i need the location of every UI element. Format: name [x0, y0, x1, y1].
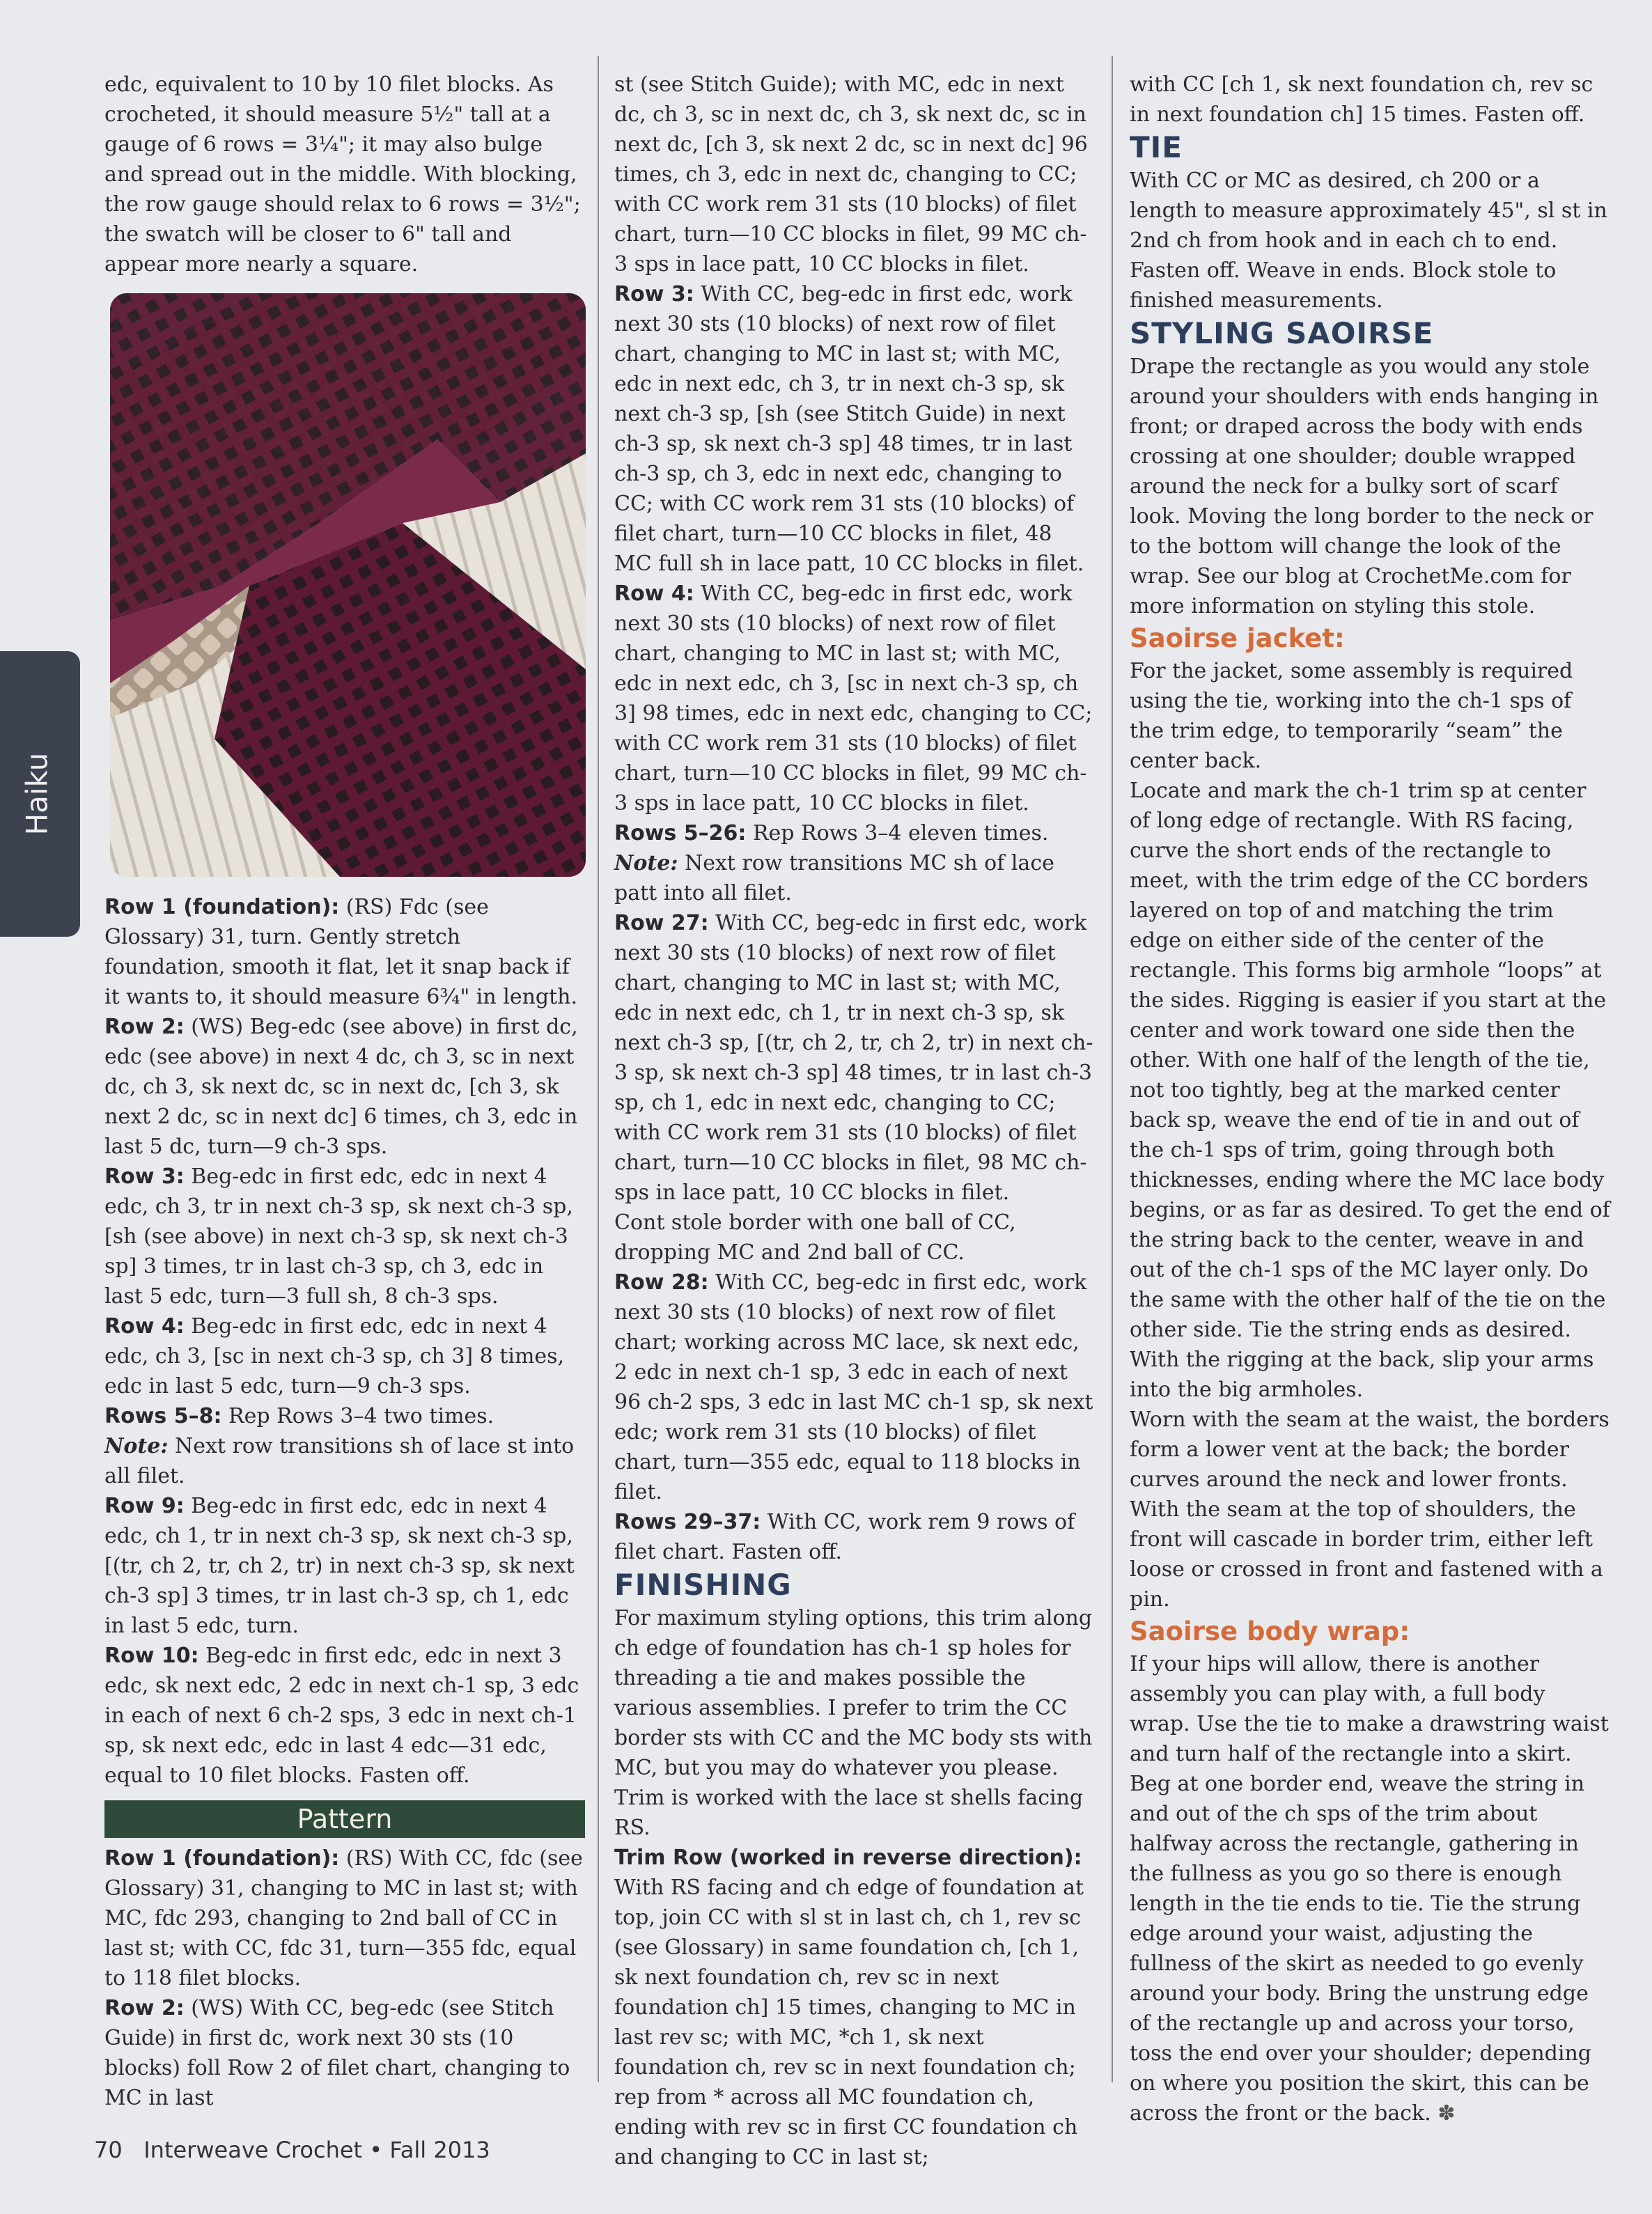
row-item: Row 3: Beg-edc in first edc, edc in next 4 edc, ch 3, tr in next ch-3 sp, sk next ch-3 sp, [sh (see above) in next ch-3 sp, sk next ch-3 sp] 3 times, tr in last ch-3 sp, ch 3, edc in last 5 edc, turn—3 full sh, 8 ch-3 sps.	[104, 1164, 573, 1309]
trim-row: Trim Row (worked in reverse direction): With RS facing and ch edge of foundation at top, join CC with sl st in last ch, ch 1, rev sc (see Glossary) in same foundation ch, [ch 1, sk next foundation ch, rev sc in next foundation ch] 15 times, changing to MC in last rev sc; with MC, *ch 1, sk next foundation ch, rev sc in next foundation ch; rep from * across all MC foundation ch, ending with rev sc in first CC foundation ch and changing to CC in last st;	[614, 1846, 1084, 2169]
row-item: Row 2: (WS) Beg-edc (see above) in first dc, edc (see above) in next 4 dc, ch 3, sc in next dc, ch 3, sk next dc, sc in next dc, [ch 3, sk next 2 dc, sc in next dc] 6 times, ch 3, edc in last 5 dc, turn—9 ch-3 sps.	[104, 1015, 578, 1159]
row-item: Rows 29–37: With CC, work rem 9 rows of filet chart. Fasten off.	[614, 1510, 1075, 1564]
jacket-text: Worn with the seam at the waist, the borders form a lower vent at the back; the border curves around the neck and lower fronts. With the seam at the top of shoulders, the front will cascade in border trim, either left loose or crossed in front and fastened with a pin.	[1130, 1408, 1610, 1612]
row-item: Row 4: With CC, beg-edc in first edc, work next 30 sts (10 blocks) of next row of filet chart, changing to MC in last st; with MC, edc in next edc, ch 3, [sc in next ch-3 sp, ch 3] 98 times, edc in next edc, changing to CC; with CC work rem 31 sts (10 blocks) of filet chart, turn—10 CC blocks in filet, 99 MC ch-3 sps in lace patt, 10 CC blocks in filet.	[614, 582, 1093, 816]
note: Note: Next row transitions sh of lace st into all filet.	[104, 1434, 575, 1488]
row-item: Row 1 (foundation): (RS) Fdc (see Glossary) 31, turn. Gently stretch foundation, smooth it flat, let it snap back if it wants to, it should measure 6¾" in length.	[104, 895, 578, 1009]
row-item: Rows 5–26: Rep Rows 3–4 eleven times.	[614, 821, 1049, 845]
row-item: Rows 5–8: Rep Rows 3–4 two times.	[104, 1404, 494, 1428]
jacket-text: For the jacket, some assembly is required using the tie, working into the ch-1 sps of the trim edge, to temporarily “seam” the center back.	[1130, 659, 1573, 773]
finishing-heading: FINISHING	[614, 1568, 792, 1602]
column-2	[614, 70, 1095, 2172]
continued-text: st (see Stitch Guide); with MC, edc in next dc, ch 3, sc in next dc, ch 3, sk next dc, sc in next dc, [ch 3, sk next 2 dc, sc in next dc] 96 times, ch 3, edc in next dc, changing to CC; with CC work rem 31 sts (10 blocks) of filet chart, turn—10 CC blocks in filet, 99 MC ch-3 sps in lace patt, 10 CC blocks in filet.	[614, 72, 1088, 276]
pattern-heading: Pattern	[104, 1800, 585, 1838]
end-mark-icon: ✽	[1437, 2101, 1456, 2126]
row-item: Row 10: Beg-edc in first edc, edc in next 3 edc, sk next edc, 2 edc in next ch-1 sp, 3 edc in each of next 6 ch-2 sps, 3 edc in next ch-1 sp, sk next edc, edc in last 4 edc—31 edc, equal to 10 filet blocks. Fasten off.	[104, 1644, 579, 1788]
row-item: Row 1 (foundation): (RS) With CC, fdc (see Glossary) 31, changing to MC in last st; with MC, fdc 293, changing to 2nd ball of CC in last st; with CC, fdc 31, turn—355 fdc, equal to 118 filet blocks.	[104, 1846, 583, 1990]
crochet-photo	[110, 293, 586, 877]
jacket-heading: Saoirse jacket:	[1130, 623, 1345, 653]
note: Note: Next row transitions MC sh of lace patt into all filet.	[614, 851, 1054, 905]
jacket-text: Locate and mark the ch-1 trim sp at center of long edge of rectangle. With RS facing, curve the short ends of the rectangle to meet, with the trim edge of the CC borders layered on top of and matching the trim edge on either side of the center of the rectangle. This forms big armhole “loops” at the sides. Rigging is easier if you start at the center and work toward one side then the other. With one half of the length of the tie, not too tightly, beg at the marked center back sp, weave the end of tie in and out of the ch-1 sps of trim, going through both thicknesses, ending where the MC lace body begins, or as far as desired. To get the end of the string back to the center, weave in and out of the ch-1 sps of the MC layer only. Do the same with the other half of the tie on the other side. Tie the string ends as desired. With the rigging at the back, slip your arms into the big armholes.	[1130, 779, 1610, 1402]
body-wrap-heading: Saoirse body wrap:	[1130, 1616, 1410, 1646]
continued-text: Cont stole border with one ball of CC, dropping MC and 2nd ball of CC.	[614, 1210, 1016, 1265]
column-divider	[1112, 56, 1113, 2082]
row-item: Row 3: With CC, beg-edc in first edc, work next 30 sts (10 blocks) of next row of filet chart, changing to MC in last st; with MC, edc in next edc, ch 3, tr in next ch-3 sp, sk next ch-3 sp, [sh (see Stitch Guide) in next ch-3 sp, sk next ch-3 sp] 48 times, tr in last ch-3 sp, ch 3, edc in next edc, changing to CC; with CC work rem 31 sts (10 blocks) of filet chart, turn—10 CC blocks in filet, 48 MC full sh in lace patt, 10 CC blocks in filet.	[614, 282, 1084, 576]
issue-date: Fall 2013	[389, 2137, 490, 2163]
column-3	[1130, 70, 1610, 2128]
publication-name: Interweave Crochet	[143, 2137, 363, 2163]
finishing-text: For maximum styling options, this trim along ch edge of foundation has ch-1 sp holes for threading a tie and makes possible the various assemblies. I prefer to trim the CC border sts with CC and the MC body sts with MC, but you may do whatever you please. Trim is worked with the lace st shells facing RS.	[614, 1606, 1093, 1840]
row-item: Row 27: With CC, beg-edc in first edc, work next 30 sts (10 blocks) of next row of filet chart, changing to MC in last st; with MC, edc in next edc, ch 1, tr in next ch-3 sp, sk next ch-3 sp, [(tr, ch 2, tr, ch 2, tr) in next ch-3 sp, sk next ch-3 sp] 48 times, tr in last ch-3 sp, ch 1, edc in next edc, changing to CC; with CC work rem 31 sts (10 blocks) of filet chart, turn—10 CC blocks in filet, 98 MC ch-sps in lace patt, 10 CC blocks in filet.	[614, 911, 1093, 1205]
continued-text: with CC [ch 1, sk next foundation ch, rev sc in next foundation ch] 15 times. Fasten off.	[1130, 72, 1593, 127]
footer-separator: •	[369, 2137, 383, 2163]
tie-heading: TIE	[1130, 130, 1183, 164]
column-divider	[598, 56, 599, 2082]
row-item: Row 28: With CC, beg-edc in first edc, work next 30 sts (10 blocks) of next row of filet chart; working across MC lace, sk next edc, 2 edc in next ch-1 sp, 3 edc in each of next 96 ch-2 sps, 3 edc in last MC ch-1 sp, sk next edc; work rem 31 sts (10 blocks) of filet chart, turn—355 edc, equal to 118 blocks in filet.	[614, 1270, 1093, 1504]
page-number: 70	[94, 2137, 123, 2163]
section-tab-label: Haiku	[20, 752, 54, 836]
tie-text: With CC or MC as desired, ch 200 or a length to measure approximately 45", sl st in 2nd ch from hook and in each ch to end. Fasten off. Weave in ends. Block stole to finished measurements.	[1130, 169, 1607, 313]
row-item: Row 9: Beg-edc in first edc, edc in next 4 edc, ch 1, tr in next ch-3 sp, sk next ch-3 sp, [(tr, ch 2, tr, ch 2, tr) in next ch-3 sp, sk next ch-3 sp] 3 times, tr in last ch-3 sp, ch 1, edc in last 5 edc, turn.	[104, 1494, 575, 1638]
column-1	[104, 70, 585, 2113]
row-item: Row 4: Beg-edc in first edc, edc in next 4 edc, ch 3, [sc in next ch-3 sp, ch 3] 8 times, edc in last 5 edc, turn—9 ch-3 sps.	[104, 1314, 565, 1398]
body-wrap-text: If your hips will allow, there is another assembly you can play with, a full body wrap. Use the tie to make a drawstring waist and turn half of the rectangle into a skirt. Beg at one border end, weave the string in and out of the ch sps of the trim about halfway across the rectangle, gathering in the fullness as you go so there is enough length in the tie ends to tie. Tie the strung edge around your waist, adjusting the fullness of the skirt as needed to go evenly around your body. Bring the unstrung edge of the rectangle up and across your torso, toss the end over your shoulder; depending on where you position the skirt, this can be across the front or the back. ✽	[1130, 1652, 1609, 2126]
page-footer	[94, 2137, 490, 2163]
styling-text: Drape the rectangle as you would any stole around your shoulders with ends hanging in front; or draped across the body with ends crossing at one shoulder; double wrapped around the neck for a bulky sort of scarf look. Moving the long border to the neck or to the bottom will change the look of the wrap. See our blog at CrochetMe.com for more information on styling this stole.	[1130, 354, 1599, 618]
row-item: Row 2: (WS) With CC, beg-edc (see Stitch Guide) in first dc, work next 30 sts (10 blocks) foll Row 2 of filet chart, changing to MC in last	[104, 1996, 570, 2110]
gauge-intro: edc, equivalent to 10 by 10 filet blocks. As crocheted, it should measure 5½" tall at a gauge of 6 rows = 3¼"; it may also bulge and spread out in the middle. With blocking, the row gauge should relax to 6 rows = 3½"; the swatch will be closer to 6" tall and appear more nearly a square.	[104, 72, 581, 276]
styling-heading: STYLING SAOIRSE	[1130, 316, 1434, 350]
swatch-rows	[104, 892, 585, 1791]
